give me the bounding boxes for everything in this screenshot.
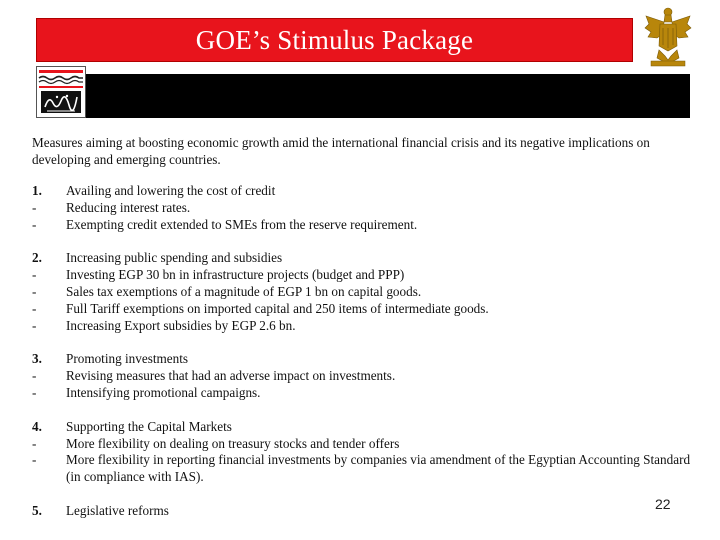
bullet-text: Revising measures that had an adverse impact on investments. [66,368,396,384]
bullet-text: Exempting credit extended to SMEs from the reserve requirement. [66,216,418,232]
measure-section [32,250,692,334]
section-number: 4. [32,418,42,434]
bullet-text: Reducing interest rates. [66,199,191,215]
bullet-dash: - [32,384,37,400]
intro-paragraph: Measures aiming at boosting economic growth amid the international financial crisis and its negative implications on developing and emerging countries. [32,135,650,167]
bullet-item [32,301,692,318]
bullet-item [32,385,692,402]
measure-section [32,503,692,520]
header-band [86,74,690,118]
section-heading-row [32,250,692,267]
bullet-text: Full Tariff exemptions on imported capital and 250 items of intermediate goods. [66,300,489,316]
section-heading-row [32,503,692,520]
bullet-dash: - [32,199,37,215]
bullet-text: Intensifying promotional campaigns. [66,384,261,400]
page-title: GOE’s Stimulus Package [195,24,474,55]
section-number: 2. [32,250,42,266]
section-heading: Increasing public spending and subsidies [66,250,283,266]
bullet-text: Sales tax exemptions of a magnitude of EGP 1 bn on capital goods. [66,283,422,299]
section-heading: Supporting the Capital Markets [66,418,232,434]
bullet-item [32,436,692,453]
section-heading-row [32,419,692,436]
measure-section [32,351,692,401]
section-heading: Promoting investments [66,351,188,367]
bullet-text: Investing EGP 30 bn in infrastructure projects (budget and PPP) [66,267,405,283]
bullet-dash: - [32,435,37,451]
eagle-emblem-icon [643,4,693,68]
bullet-item [32,267,692,284]
bullet-dash: - [32,368,37,384]
bullet-text: More flexibility in reporting financial investments by companies via amendment of the Egyptian Accounting Standard (in compliance with IAS). [66,452,691,485]
measures-list [32,183,692,537]
bullet-item [32,217,692,234]
bullet-dash: - [32,452,37,468]
ministry-logo-icon [36,66,86,118]
title-bar [36,18,633,62]
bullet-item [32,200,692,217]
bullet-dash: - [32,300,37,316]
bullet-dash: - [32,216,37,232]
section-heading-row [32,183,692,200]
section-number: 1. [32,183,42,198]
measure-section [32,183,692,233]
measure-section [32,419,692,486]
bullet-item [32,368,692,385]
page-number: 22 [655,496,671,512]
bullet-item [32,284,692,301]
section-heading-row [32,351,692,368]
bullet-dash: - [32,283,37,299]
bullet-item [32,318,692,335]
bullet-dash: - [32,317,37,333]
bullet-item [32,452,692,486]
bullet-text: More flexibility on dealing on treasury stocks and tender offers [66,435,400,451]
section-number: 3. [32,351,42,367]
bullet-dash: - [32,267,37,283]
section-heading: Availing and lowering the cost of credit [66,183,276,198]
section-number: 5. [32,502,42,518]
section-heading: Legislative reforms [66,502,169,518]
bullet-text: Increasing Export subsidies by EGP 2.6 bn. [66,317,296,333]
